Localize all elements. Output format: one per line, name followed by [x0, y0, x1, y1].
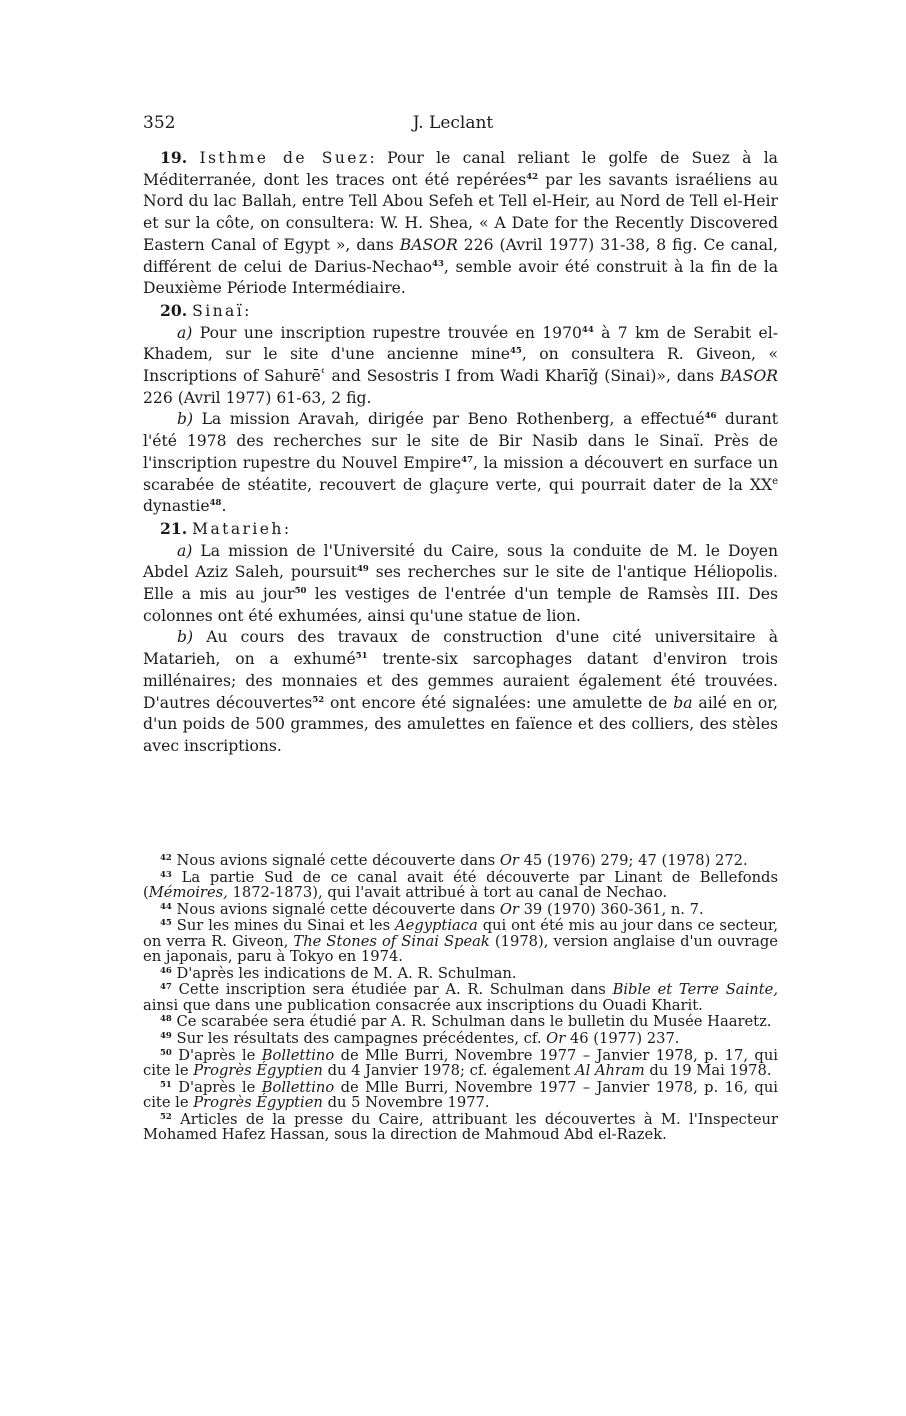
footnote-42	[143, 853, 778, 868]
text: ainsi que dans une publication consacrée aux inscriptions du Ouadi Kharit.	[143, 996, 703, 1014]
item-label: a)	[177, 323, 193, 342]
section-number: 21.	[160, 518, 188, 538]
text: du 19 Mai 1978.	[644, 1061, 772, 1079]
footnote-45	[143, 918, 778, 964]
text: du 4 Janvier 1978; cf. également	[322, 1061, 575, 1079]
footnote-50	[143, 1048, 778, 1079]
text: Pour une inscription rupestre trouvée en 1970	[192, 323, 582, 342]
item-label: b)	[177, 628, 194, 647]
section-number: 19.	[160, 148, 188, 167]
text: , semble avoir été construit à la fin de la Deuxième Période Intermédiaire.	[143, 257, 778, 298]
footnote-ref: 48	[209, 498, 222, 509]
text-italic: Bollettino	[261, 1046, 335, 1064]
text: (1978), version anglaise d'un ouvrage en japonais, paru à Tokyo en 1974.	[143, 932, 778, 965]
text: :	[283, 519, 290, 538]
section-20-a	[143, 323, 778, 410]
footnote-number: 51	[160, 1079, 172, 1090]
text-italic: The Stones of Sinai Speak	[293, 932, 490, 950]
section-21-a	[143, 541, 778, 628]
text: , la mission a découvert en surface un scarabée de stéatite, recouvert de glaçure verte, qui pourrait dater de la XX	[143, 453, 778, 494]
footnote-number: 44	[160, 901, 172, 912]
text: Au cours des travaux de construction d'une cité universitaire à Matarieh, on a exhumé	[143, 628, 778, 669]
text-italic: Aegyptiaca	[395, 917, 478, 935]
section-19	[143, 147, 778, 300]
text: 45 (1976) 279; 47 (1978) 272.	[518, 852, 748, 869]
footnote-ref: 50	[294, 586, 307, 597]
text: 226 (Avril 1977) 31-38, 8 fig. Ce canal, différent de celui de Darius-Nechao	[143, 235, 778, 276]
section-20-heading	[143, 300, 778, 323]
section-21-b	[143, 627, 778, 757]
text-italic: BASOR	[399, 235, 458, 254]
footnote-43	[143, 870, 778, 901]
text: dynastie	[143, 497, 210, 516]
footnote-number: 50	[160, 1047, 172, 1058]
section-title: Matarieh	[192, 519, 284, 538]
footnote-ref: 52	[312, 694, 325, 705]
text: D'après les indications de M. A. R. Schulman.	[171, 964, 517, 982]
text-italic: ba	[673, 693, 693, 712]
footnote-51	[143, 1080, 778, 1111]
text: 226 (Avril 1977) 61-63, 2 fig.	[143, 388, 372, 407]
text-italic: Or	[499, 852, 519, 869]
section-number: 20.	[160, 300, 188, 320]
text: trente-six sarcophages datant d'environ trois millénaires; des monnaies et des gemmes auraient également été trouvées. D'autres découvertes	[143, 650, 778, 712]
footnote-number: 42	[160, 853, 172, 863]
footnote-49	[143, 1031, 778, 1046]
section-20-b	[143, 409, 778, 518]
text-italic: Progrès Égyptien	[193, 1061, 323, 1079]
footnote-ref: 47	[461, 454, 474, 465]
text-italic: Or	[499, 900, 519, 918]
text: :	[244, 301, 250, 320]
footnote-number: 52	[160, 1111, 172, 1122]
text: : Pour le canal reliant le golfe de Suez à la Méditerranée, dont les traces ont été repérées	[143, 149, 778, 189]
text: du 5 Novembre 1977.	[322, 1093, 490, 1111]
text: 39 (1970) 360-361, n. 7.	[518, 900, 704, 918]
text: Sur les mines du Sinai et les	[171, 917, 396, 935]
text: Cette inscription sera étudiée par A. R. Schulman dans	[171, 981, 613, 999]
main-text	[143, 147, 778, 758]
text: Nous avions signalé cette découverte dans	[171, 900, 500, 918]
text: Ce scarabée sera étudié par A. R. Schulman dans le bulletin du Musée Haaretz.	[171, 1013, 772, 1031]
text: D'après le	[171, 1046, 262, 1064]
footnote-ref: 51	[355, 651, 368, 662]
footnote-52	[143, 1112, 778, 1143]
item-label: a)	[177, 541, 193, 560]
text: Sur les résultats des campagnes précédentes, cf.	[171, 1030, 547, 1047]
footnote-44	[143, 902, 778, 917]
footnotes	[143, 853, 778, 1144]
text-italic: Progrès Égyptien	[193, 1093, 323, 1111]
section-21-heading	[143, 518, 778, 541]
page-number: 352	[143, 113, 176, 133]
footnote-ref: 45	[510, 346, 522, 357]
running-head: J. Leclant	[412, 113, 494, 133]
footnote-number: 48	[160, 1014, 172, 1025]
text: Nous avions signalé cette découverte dans	[171, 852, 500, 869]
footnote-number: 45	[160, 918, 172, 929]
footnote-ref: 42	[526, 171, 539, 182]
text: de Mlle Burri, Novembre 1977 – Janvier 1978, p. 16, qui cite le	[143, 1078, 778, 1111]
text-italic: Bollettino	[261, 1078, 335, 1096]
text: .	[221, 497, 227, 516]
footnote-46	[143, 966, 778, 981]
text-italic: Al Ahram	[574, 1061, 645, 1079]
text: à 7 km de Serabit el-Khadem, sur le site d'une ancienne mine	[143, 323, 778, 364]
text: de Mlle Burri, Novembre 1977 – Janvier 1978, p. 17, qui cite le	[143, 1046, 778, 1079]
text: La partie Sud de ce canal avait été découverte par Linant de Bellefonds (	[143, 868, 778, 901]
text: ont encore été signalées: une amulette de	[324, 693, 674, 712]
text-italic: BASOR	[720, 367, 778, 386]
footnote-number: 43	[160, 869, 172, 880]
section-title: Isthme de Suez	[199, 149, 370, 167]
footnote-47	[143, 982, 778, 1013]
text-italic: Mémoires,	[148, 883, 228, 901]
item-label: b)	[177, 410, 194, 429]
footnote-ref: 43	[432, 258, 444, 269]
footnote-ref: 46	[704, 411, 717, 422]
text: La mission de l'Université du Caire, sous la conduite de M. le Doyen Abdel Aziz Saleh, poursuit	[143, 541, 778, 582]
text: 46 (1977) 237.	[565, 1030, 680, 1047]
section-title: Sinaï	[192, 301, 245, 320]
text: 1872-1873), qui l'avait attribué à tort au canal de Nechao.	[227, 883, 668, 901]
text: Articles de la presse du Caire, attribuant les découvertes à M. l'Inspecteur Mohamed Hafez Hassan, sous la direction de Mahmoud Abd el-Razek.	[143, 1110, 778, 1143]
text: qui ont été mis au jour dans ce secteur, on verra R. Giveon,	[143, 917, 779, 950]
footnote-ref: 44	[581, 324, 594, 335]
text: , on consultera R. Giveon, « Inscriptions of Sahurēʿ and Sesostris I from Wadi Kharīǧ (Sinai)», dans	[143, 345, 778, 386]
text: durant l'été 1978 des recherches sur le site de Bir Nasib dans le Sinaï. Près de l'inscription rupestre du Nouvel Empire	[143, 410, 778, 472]
footnote-48	[143, 1014, 778, 1029]
text-italic: Or	[546, 1030, 566, 1047]
footnote-number: 49	[160, 1031, 172, 1041]
footnote-number: 47	[160, 982, 172, 993]
text: par les savants israéliens au Nord du lac Ballah, entre Tell Abou Sefeh et Tell el-Heir, au Nord de Tell el-Heir et sur la côte, on consultera: W. H. Shea, « A Date for the Recently Discovered Eastern Canal of Egypt », dans	[143, 170, 778, 254]
footnote-ref: 49	[357, 564, 369, 575]
text: les vestiges de l'entrée d'un temple de Ramsès III. Des colonnes ont été exhumées, ainsi qu'une statue de lion.	[143, 585, 779, 625]
footnote-number: 46	[160, 965, 172, 976]
text: ailé en or, d'un poids de 500 grammes, des amulettes en faïence et des colliers, des stèles avec inscriptions.	[143, 693, 779, 755]
text-italic: Bible et Terre Sainte,	[612, 981, 778, 999]
superscript: e	[772, 475, 778, 487]
text: D'après le	[171, 1078, 262, 1096]
text: La mission Aravah, dirigée par Beno Rothenberg, a effectué	[193, 410, 705, 429]
text: ses recherches sur le site de l'antique Héliopolis. Elle a mis au jour	[143, 563, 779, 604]
